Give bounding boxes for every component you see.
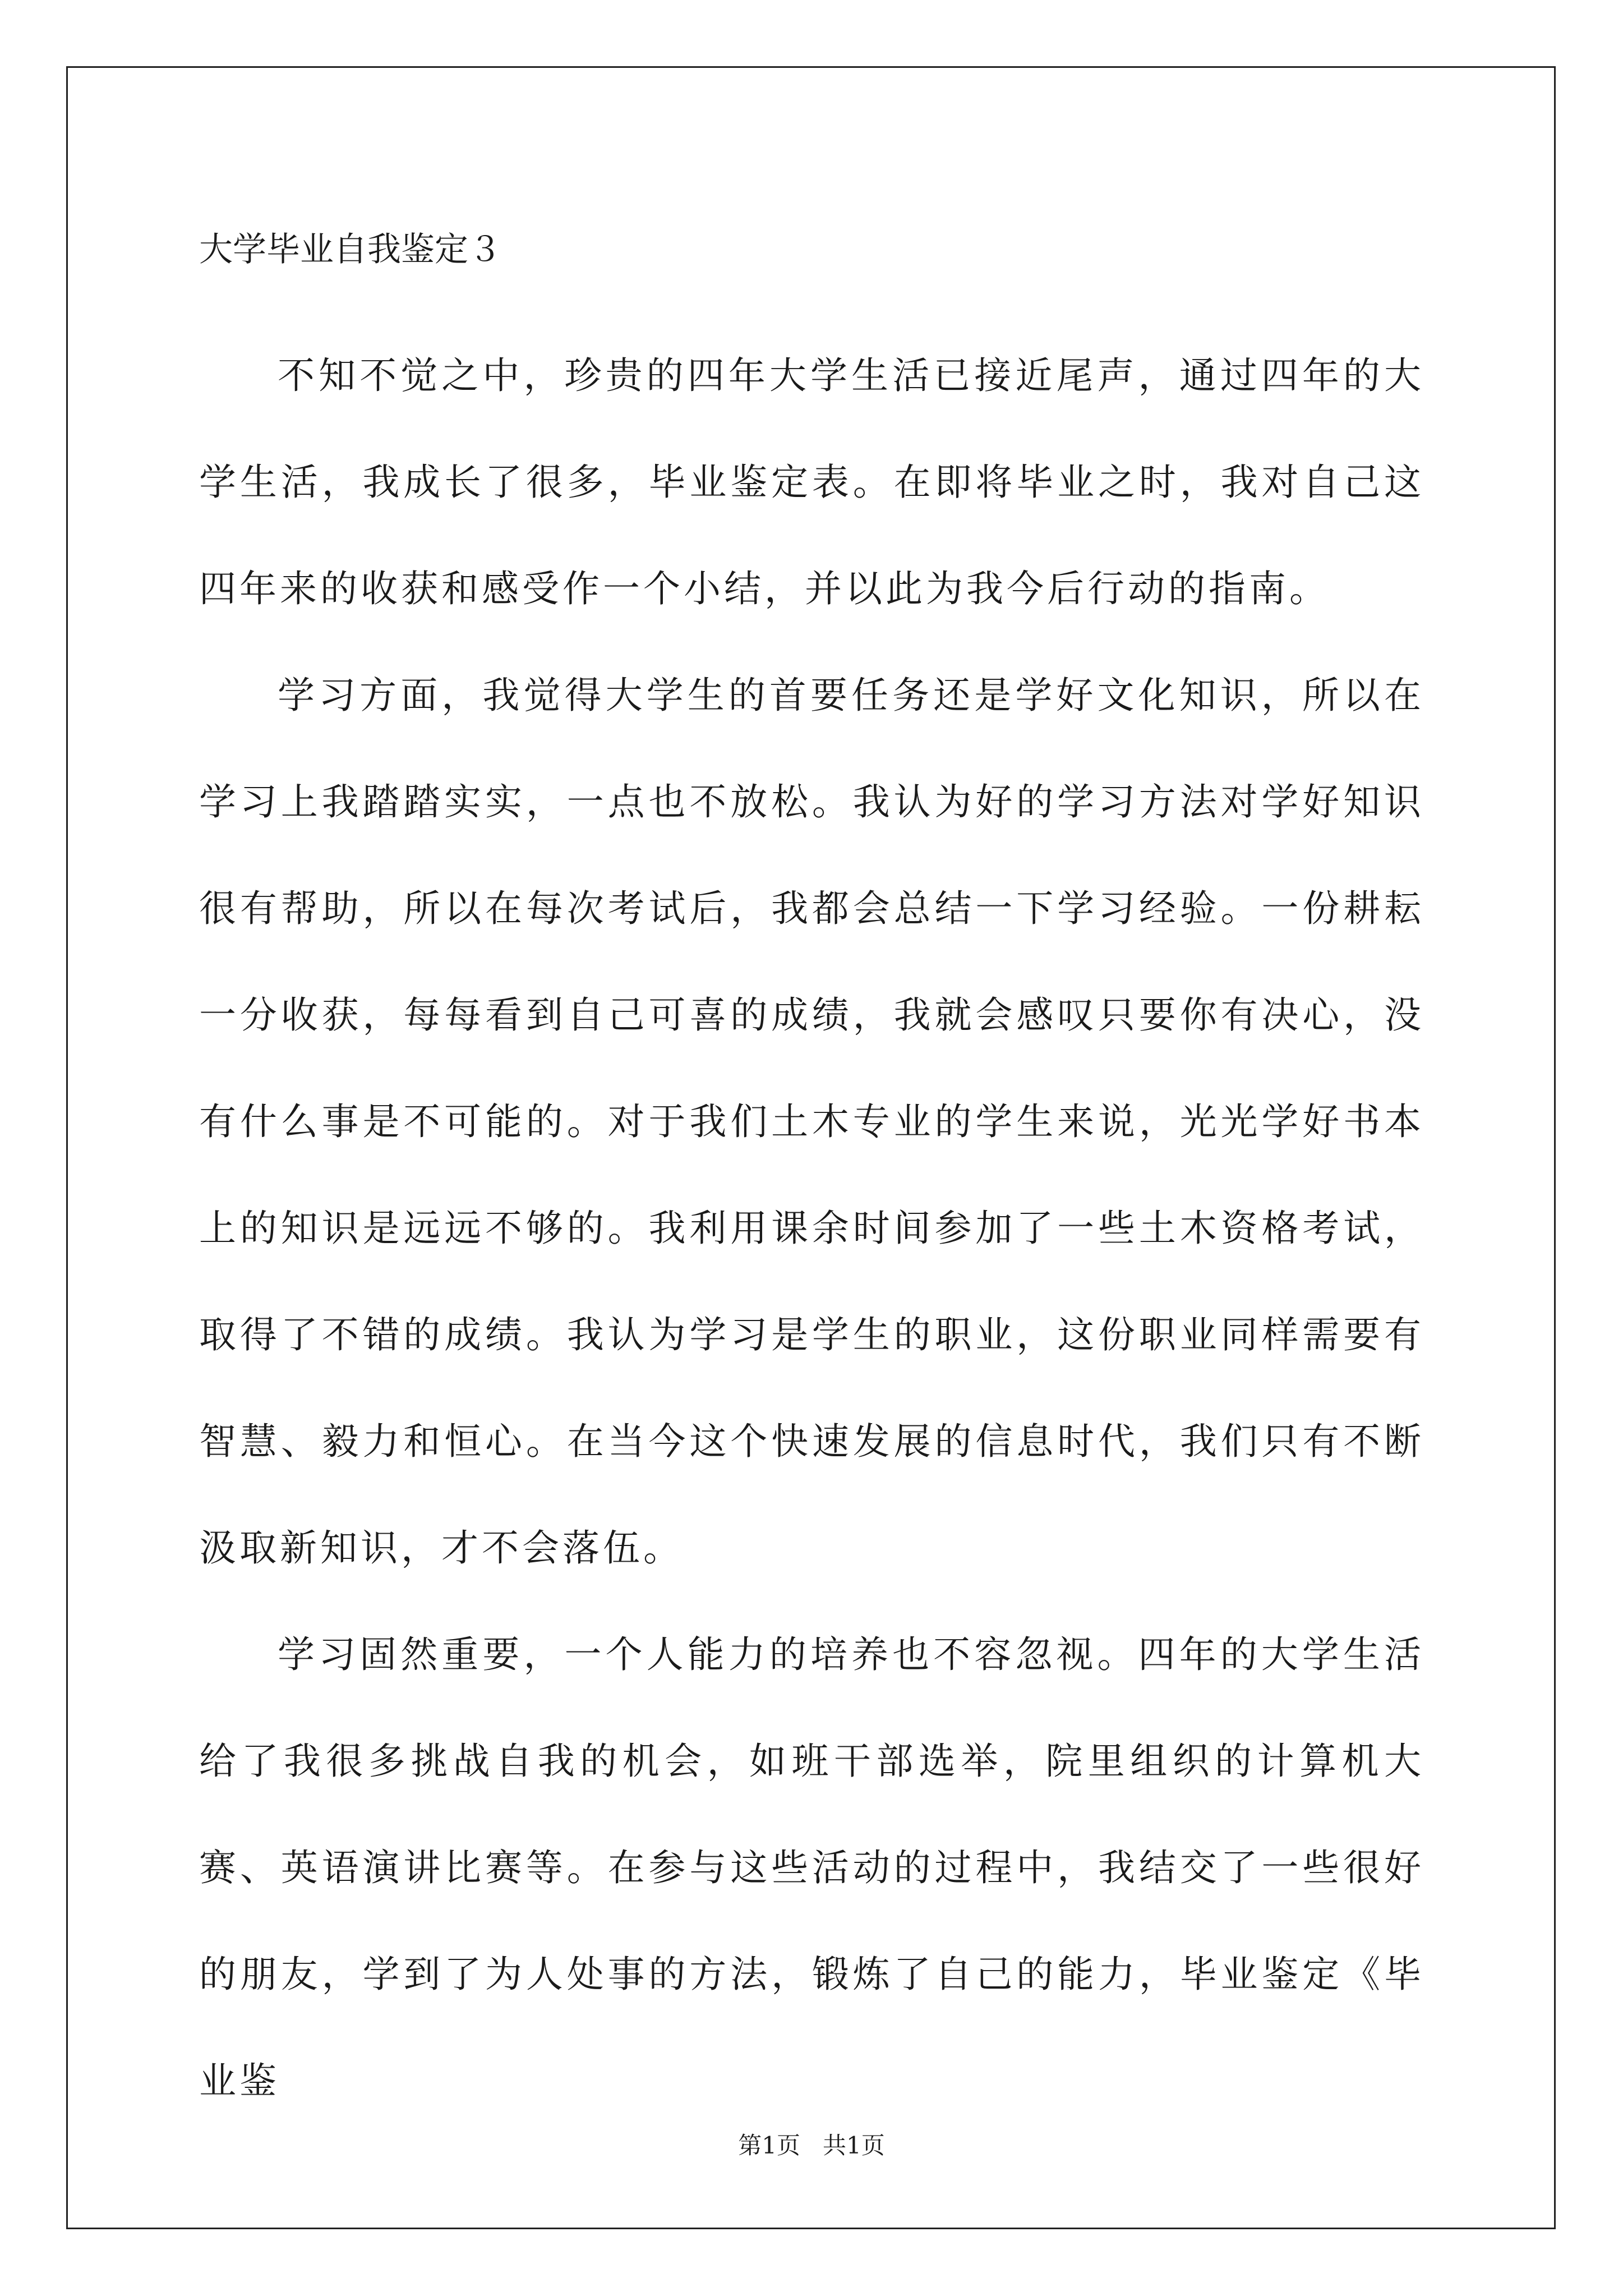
paragraph-intro: 不知不觉之中，珍贵的四年大学生活已接近尾声，通过四年的大学生活，我成长了很多，毕业鉴定表。在即将毕业之时，我对自己这四年来的收获和感受作一个小结，并以此为我今后行动的指南。	[199, 354, 1424, 610]
document-body	[199, 323, 1424, 2134]
paragraph-study: 学习方面，我觉得大学生的首要任务还是学好文化知识，所以在学习上我踏踏实实，一点也不放松。我认为好的学习方法对学好知识很有帮助，所以在每次考试后，我都会总结一下学习经验。一份耕耘一分收获，每每看到自己可喜的成绩，我就会感叹只要你有决心，没有什么事是不可能的。对于我们土木专业的学生来说，光光学好书本上的知识是远远不够的。我利用课余时间参加了一些土木资格考试，取得了不错的成绩。我认为学习是学生的职业，这份职业同样需要有智慧、毅力和恒心。在当今这个快速发展的信息时代，我们只有不断汲取新知识，才不会落伍。	[199, 674, 1424, 1570]
paragraph-ability: 学习固然重要，一个人能力的培养也不容忽视。四年的大学生活给了我很多挑战自我的机会，如班干部选举，院里组织的计算机大赛、英语演讲比赛等。在参与这些活动的过程中，我结交了一些很好的朋友，学到了为人处事的方法，锻炼了自己的能力，毕业鉴定《毕业鉴	[199, 1633, 1424, 2102]
document-title: 大学毕业自我鉴定３	[199, 230, 502, 269]
page-number-footer: 第1页 共1页	[738, 2132, 885, 2159]
